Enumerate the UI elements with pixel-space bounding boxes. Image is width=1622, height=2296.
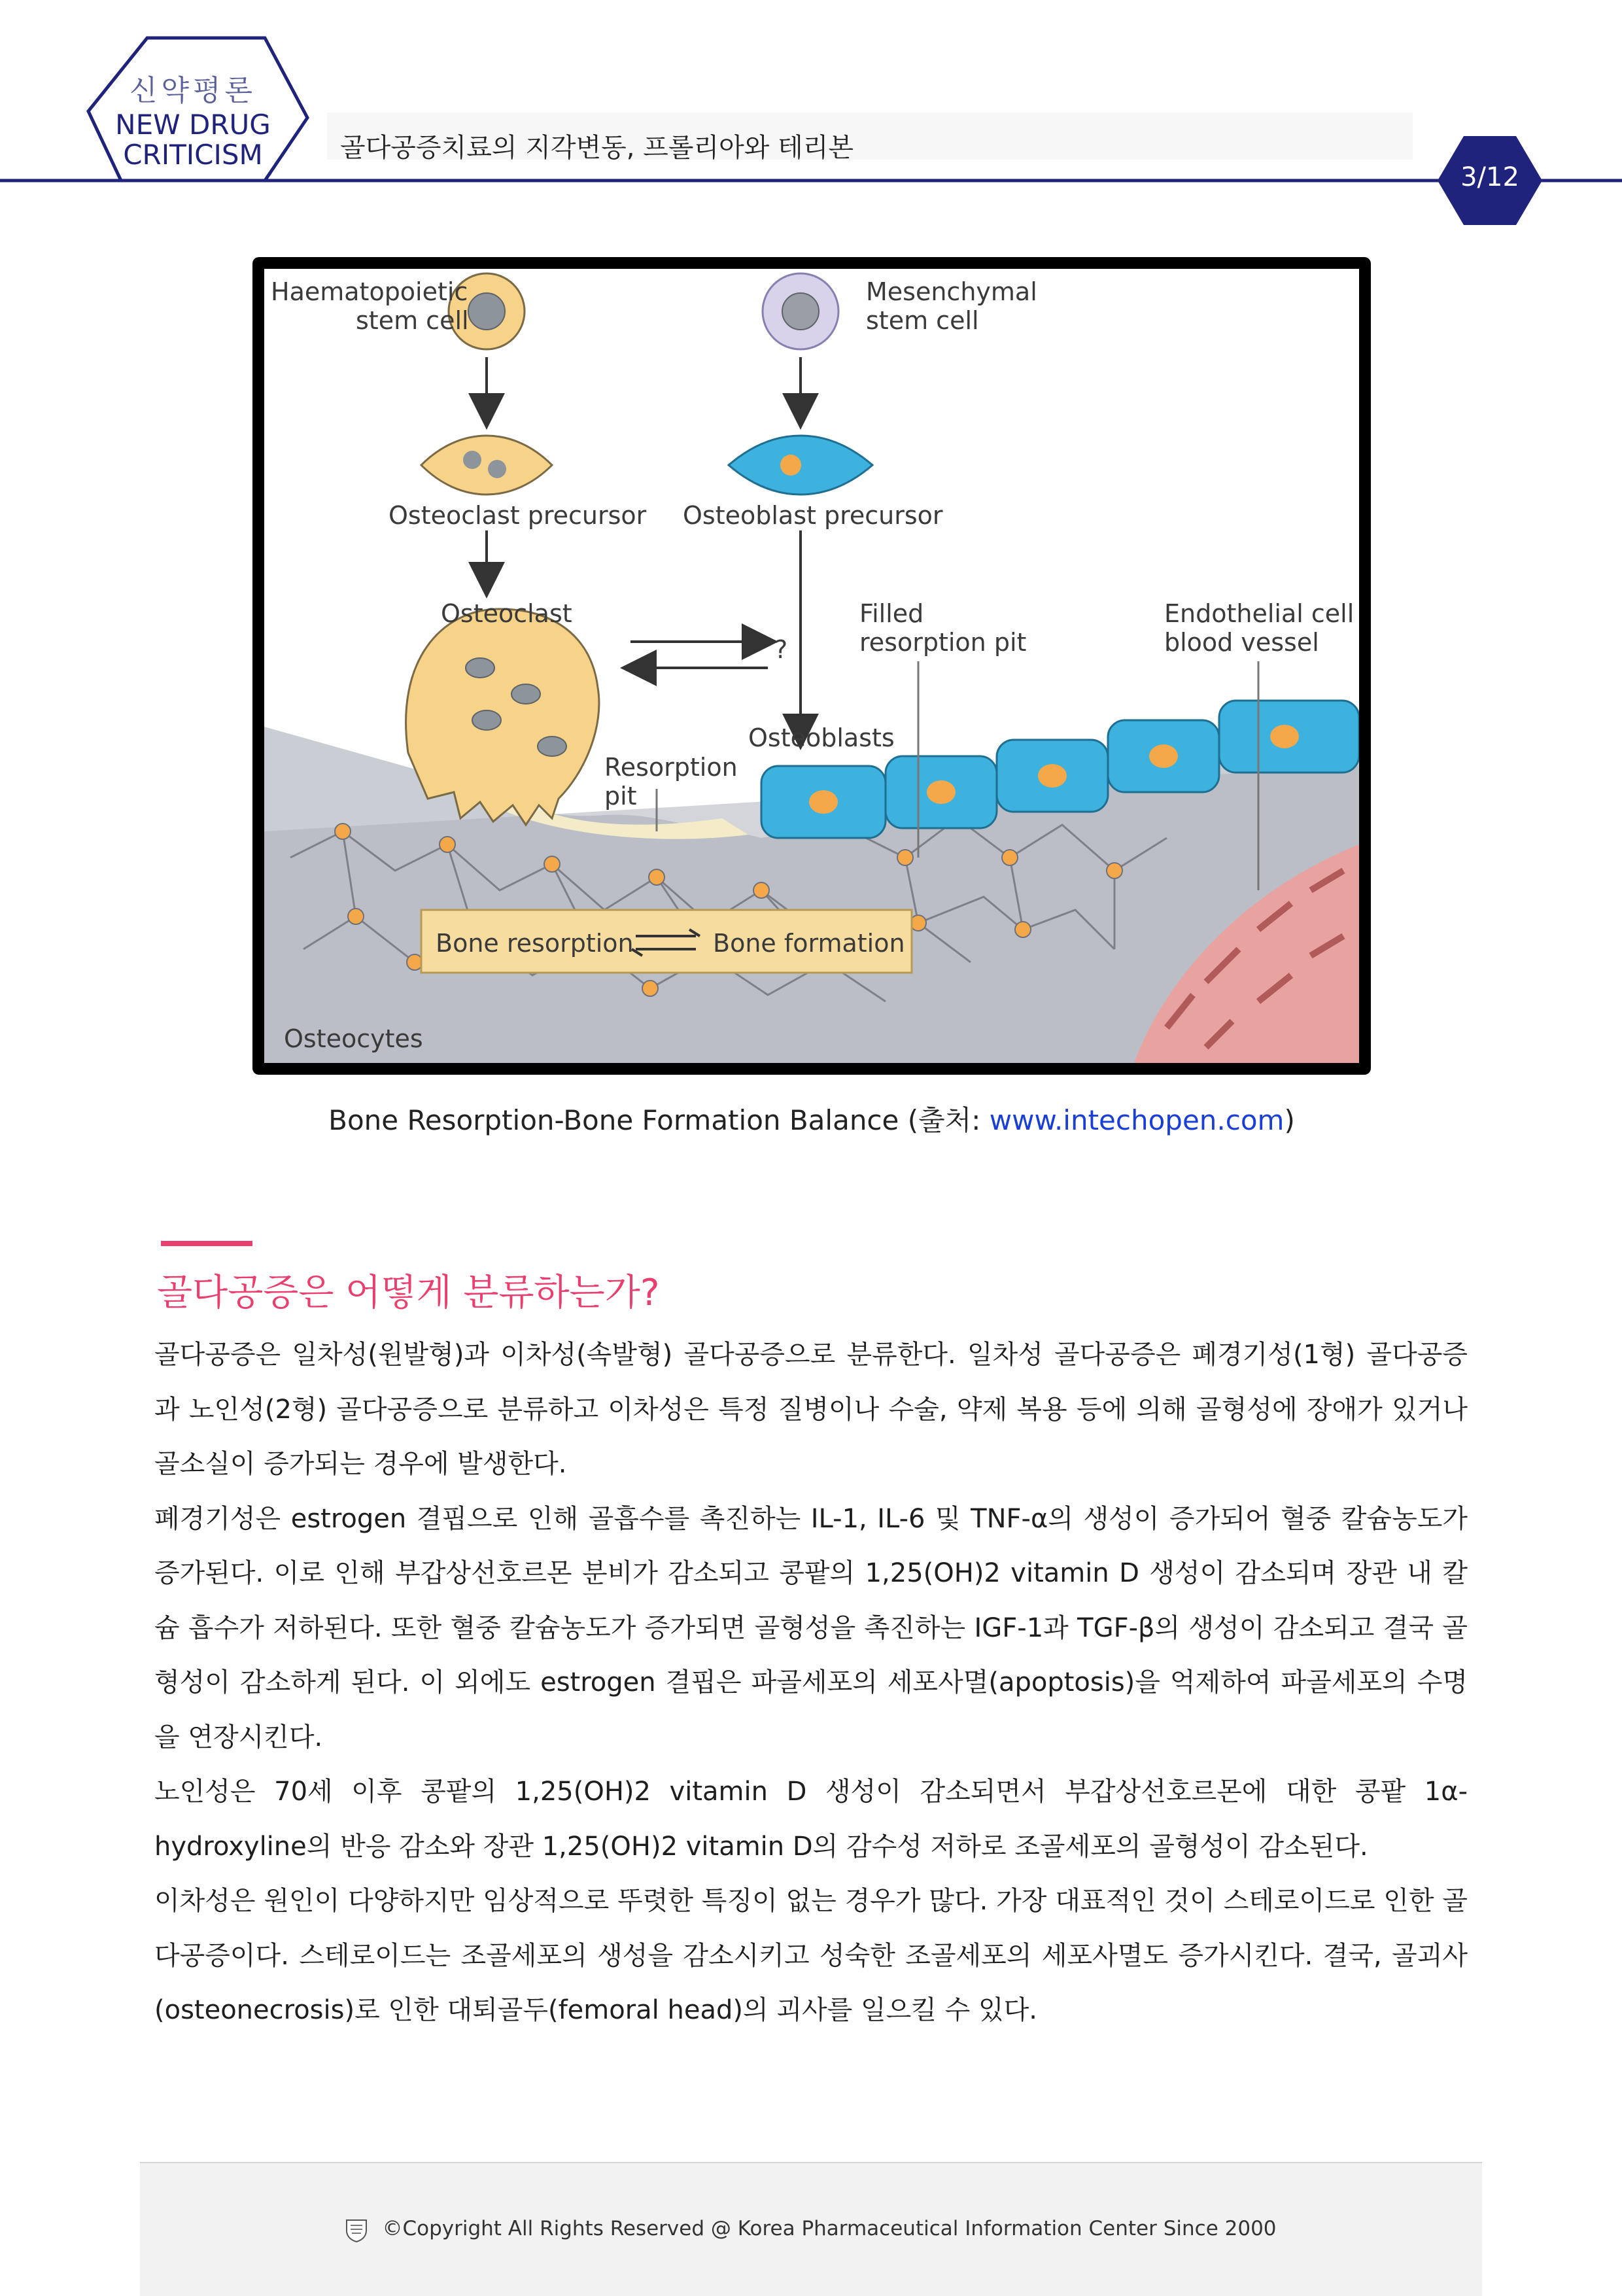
label-mesenchymal-1: Mesenchymal: [866, 277, 1037, 306]
label-haematopoietic-2: stem cell: [356, 306, 469, 335]
label-endothelial-1: Endothelial cell: [1164, 599, 1355, 628]
paragraph-classification: 골다공증은 일차성(원발형)과 이차성(속발형) 골다공증으로 분류한다. 일차성 골다공증은 폐경기성(1형) 골다공증과 노인성(2형) 골다공증으로 분류하고 이차성은 특정 질병이나 수술, 약제 복용 등에 의해 골형성에 장애가 있거나 골소실이 증가되는 경우에 발생한다.: [154, 1340, 1468, 1479]
logo-korean: 신약평론: [129, 74, 256, 107]
paragraph-senile: 노인성은 70세 이후 콩팥의 1,25(OH)2 vitamin D 생성이 감소되면서 부갑상선호르몬에 대한 콩팥 1α-hydroxyline의 반응 감소와 장관 1,25(OH)2 vitamin D의 감수성 저하로 조골세포의 골형성이 감소된다.: [154, 1777, 1468, 1862]
label-filled-1: Filled: [859, 599, 924, 628]
label-question: ?: [774, 635, 788, 664]
label-resorption-pit-2: pit: [604, 782, 637, 810]
page-footer: [140, 2162, 1482, 2296]
shield-emblem-icon: [345, 2218, 368, 2242]
logo-english-line2: CRITICISM: [123, 139, 263, 171]
label-mesenchymal-2: stem cell: [866, 306, 979, 335]
bone-balance-illustration: [264, 269, 1359, 1063]
logo-english-line1: NEW DRUG: [115, 109, 271, 141]
label-bone-resorption: Bone resorption: [436, 929, 634, 958]
caption-source-link[interactable]: www.intechopen.com: [989, 1104, 1285, 1136]
paragraph-secondary: 이차성은 원인이 다양하지만 임상적으로 뚜렷한 특징이 없는 경우가 많다. 가장 대표적인 것이 스테로이드로 인한 골다공증이다. 스테로이드는 조골세포의 생성을 감소시키고 성숙한 조골세포의 세포사멸도 증가시킨다. 결국, 골괴사(osteonecrosis)로 인한 대퇴골두(femoral head)의 괴사를 일으킬 수 있다.: [154, 1886, 1468, 2025]
paragraph-postmenopausal: 폐경기성은 estrogen 결핍으로 인해 골흡수를 촉진하는 IL-1, IL-6 및 TNF-α의 생성이 증가되어 혈중 칼슘농도가 증가된다. 이로 인해 부갑상선호르몬 분비가 감소되고 콩팥의 1,25(OH)2 vitamin D 생성이 감소되며 장관 내 칼슘 흡수가 저하된다. 또한 혈중 칼슘농도가 증가되면 골형성을 촉진하는 IGF-1과 TGF-β의 생성이 감소되고 결국 골형성이 감소하게 된다. 이 외에도 estrogen 결핍은 파골세포의 세포사멸(apoptosis)을 억제하여 파골세포의 수명을 연장시킨다.: [154, 1503, 1468, 1752]
label-endothelial-2: blood vessel: [1164, 628, 1319, 657]
section-accent-bar: [161, 1241, 252, 1246]
caption-prefix: Bone Resorption-Bone Formation Balance (출처:: [328, 1104, 990, 1136]
label-bone-formation: Bone formation: [713, 929, 905, 958]
label-osteoclast-precursor: Osteoclast precursor: [388, 501, 647, 530]
section-body: [154, 1328, 1468, 2038]
bone-balance-figure: [252, 257, 1371, 1075]
page-header: [0, 0, 1622, 235]
document-title: 골다공증치료의 지각변동, 프롤리아와 테리본: [340, 133, 854, 163]
footer-copyright: ©Copyright All Rights Reserved @ Korea Pharmaceutical Information Center Since 2000: [382, 2217, 1277, 2240]
footer-copyright-line: [140, 2217, 1482, 2242]
caption-suffix: ): [1284, 1104, 1295, 1136]
label-osteoclast: Osteoclast: [441, 599, 572, 628]
section-heading: 골다공증은 어떻게 분류하는가?: [157, 1272, 660, 1314]
label-osteoblasts: Osteoblasts: [748, 723, 895, 752]
label-filled-2: resorption pit: [859, 628, 1027, 657]
label-resorption-pit-1: Resorption: [604, 753, 738, 782]
page-number: 3/12: [1460, 162, 1519, 192]
label-osteocytes: Osteocytes: [284, 1024, 423, 1053]
figure-caption: [252, 1099, 1371, 1138]
label-haematopoietic-1: Haematopoietic: [271, 277, 468, 306]
label-osteoblast-precursor: Osteoblast precursor: [683, 501, 943, 530]
